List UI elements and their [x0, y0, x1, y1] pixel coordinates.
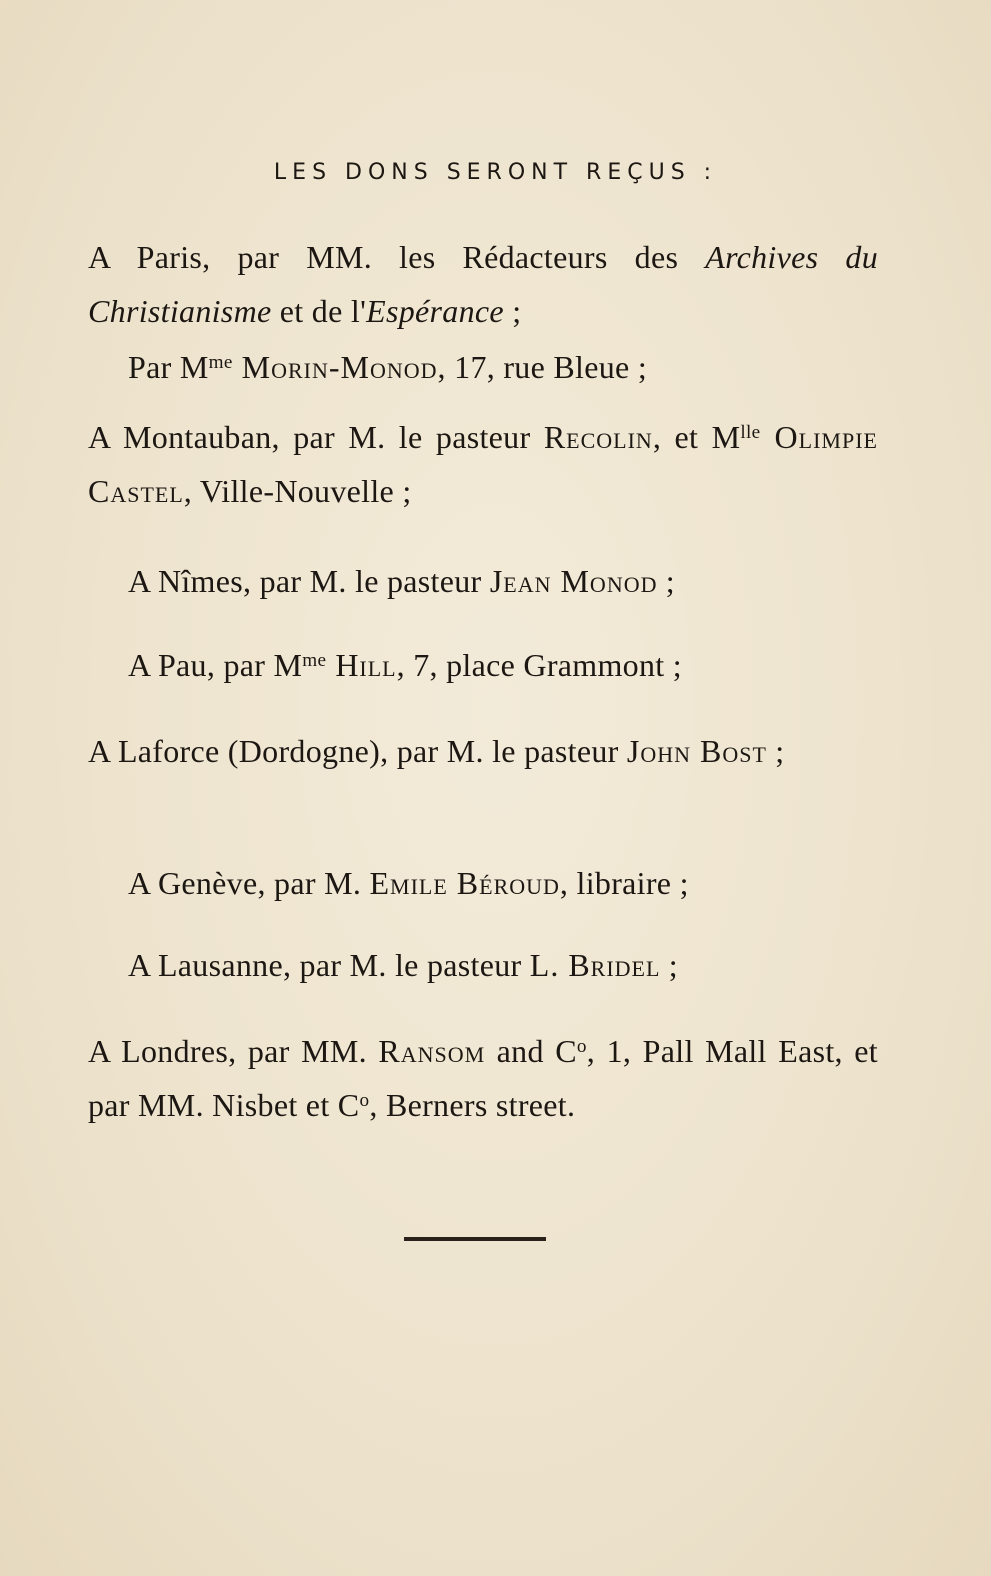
person-name: Recolin [543, 419, 653, 455]
person-name: Morin-Monod [232, 349, 438, 385]
abbrev-sup: me [208, 352, 233, 373]
entry-londres [88, 1024, 878, 1132]
person-name: Jean Monod [489, 563, 658, 599]
abbrev-sup: o [359, 1090, 370, 1111]
entry-text: et de l' [271, 293, 367, 329]
end-rule [404, 1237, 546, 1241]
abbrev-sup: lle [740, 422, 761, 443]
entry-text: ; [766, 733, 785, 769]
entry-text: A Paris, par MM. les Rédacteurs des [88, 239, 706, 275]
entry-laforce [88, 724, 878, 778]
entry-lausanne [128, 938, 878, 992]
entry-text: A Pau, par M [128, 647, 303, 683]
entry-text: , 17, rue Bleue ; [437, 349, 648, 385]
entry-text: A Montauban, par M. le pasteur [88, 419, 544, 455]
person-name: Olimpie Castel [88, 419, 878, 509]
entry-geneve [128, 856, 878, 910]
person-name: Emile Béroud [369, 865, 560, 901]
entry-text: , libraire ; [559, 865, 689, 901]
entry-text: A Laforce (Dordogne), par M. le pasteur [88, 733, 627, 769]
entry-montauban [88, 410, 878, 518]
entry-text: , 7, place Grammont ; [396, 647, 682, 683]
entry-paris-morin [128, 340, 878, 394]
entry-text: , Ville-Nouvelle ; [183, 473, 412, 509]
entry-text: A Londres, par MM. [88, 1033, 379, 1069]
entry-text: , et M [652, 419, 741, 455]
entry-text: ; [503, 293, 522, 329]
entry-paris [88, 230, 878, 338]
journal-title-archives: Archives du Christianisme [88, 239, 878, 329]
entry-text: , Berners street. [369, 1087, 576, 1123]
entry-text: A Lausanne, par M. le pasteur [128, 947, 530, 983]
person-name: John Bost [626, 733, 767, 769]
entry-text: and C [485, 1033, 577, 1069]
entry-pau [128, 638, 878, 692]
entry-text: Par M [128, 349, 209, 385]
section-heading: LES DONS SERONT REÇUS : [273, 160, 718, 185]
person-name: Ransom [378, 1033, 486, 1069]
person-name: L. Bridel [529, 947, 661, 983]
entry-text: ; [657, 563, 675, 599]
person-name: Hill [326, 647, 397, 683]
entry-text: ; [660, 947, 678, 983]
journal-title-esperance: Espérance [366, 293, 504, 329]
abbrev-sup: o [576, 1036, 587, 1057]
entry-nimes [128, 554, 878, 608]
entry-text: A Genève, par M. [128, 865, 370, 901]
abbrev-sup: me [302, 650, 327, 671]
entry-text: A Nîmes, par M. le pasteur [128, 563, 490, 599]
entry-text: , 1, Pall Mall East, et par MM. Nisbet et C [88, 1033, 878, 1123]
